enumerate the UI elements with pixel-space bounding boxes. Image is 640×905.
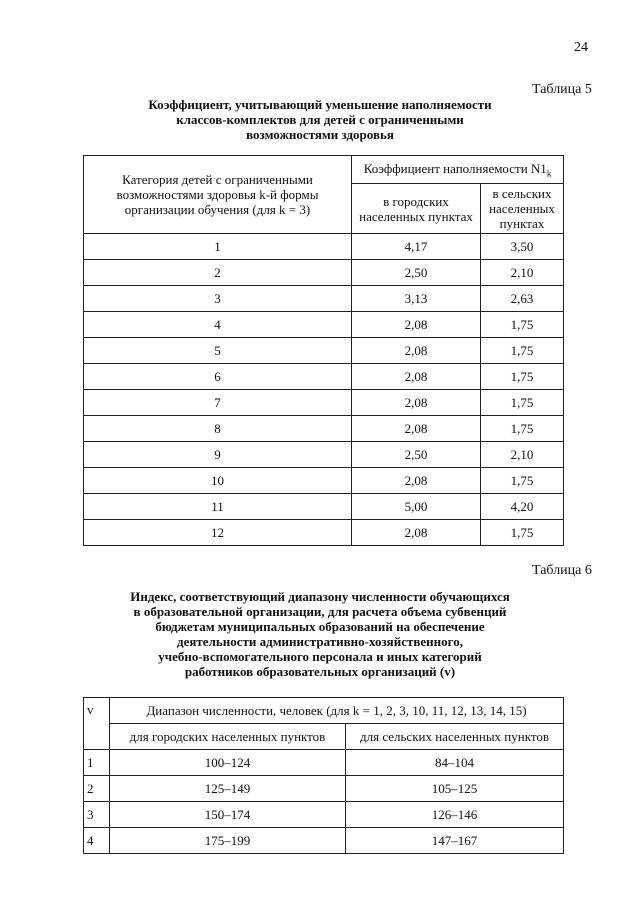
table5-cell-k: 10 [84,468,352,494]
table6-cell-v: 4 [84,828,110,854]
table5-cell-k: 4 [84,312,352,338]
table5-row [84,312,564,338]
table6-cell-urban: 175–199 [110,828,346,854]
table6 [83,697,564,854]
table6-header-urban: для городских населенных пунктов [110,724,346,750]
table5-row [84,442,564,468]
table6-header-range: Диапазон численности, человек (для k = 1, 2, 3, 10, 11, 12, 13, 14, 15) [110,698,564,724]
table5-cell-urban: 2,08 [352,520,481,546]
table5-header-rural: в сельских населенных пунктах [481,184,564,234]
table5-title [120,97,520,142]
table6-row [84,802,564,828]
table6-cell-rural: 84–104 [346,750,564,776]
table5-row [84,234,564,260]
table6-cell-rural: 105–125 [346,776,564,802]
table5-cell-rural: 1,75 [481,364,564,390]
table5-row [84,260,564,286]
table6-title-line: работников образовательных организаций (v) [184,664,456,679]
table5-header-category: Категория детей с ограниченными возможностями здоровья k-й формы организации обучения (для k = 3) [84,156,352,234]
table6-cell-v: 3 [84,802,110,828]
table5-cell-urban: 2,08 [352,390,481,416]
table5-label: Таблица 5 [532,82,592,97]
table6-title-line: в образовательной организации, для расчета объема субвенций [133,604,507,619]
table6-cell-v: 1 [84,750,110,776]
page-number: 24 [574,40,588,55]
table5-cell-rural: 1,75 [481,312,564,338]
table5-cell-rural: 1,75 [481,520,564,546]
table5-cell-urban: 4,17 [352,234,481,260]
table5-cell-k: 9 [84,442,352,468]
table5-header-coef-text: Коэффициент наполняемости N1 [363,160,547,176]
table6-header-rural: для сельских населенных пунктов [346,724,564,750]
table6-header-v: v [84,698,110,750]
table5-cell-k: 1 [84,234,352,260]
table5-cell-rural: 2,63 [481,286,564,312]
table5-cell-k: 7 [84,390,352,416]
table5-row [84,468,564,494]
table5-cell-k: 11 [84,494,352,520]
table5-cell-k: 6 [84,364,352,390]
table6-row [84,828,564,854]
table5-row [84,286,564,312]
table5-header-coef [352,156,564,184]
table5-cell-urban: 2,08 [352,312,481,338]
table5-cell-urban: 2,08 [352,468,481,494]
table6-title [120,589,520,679]
table6-cell-rural: 147–167 [346,828,564,854]
table5-header-coef-sub: k [546,168,552,179]
table6-cell-rural: 126–146 [346,802,564,828]
table5-cell-k: 2 [84,260,352,286]
table6-cell-urban: 100–124 [110,750,346,776]
table5-header-urban: в городских населенных пунктах [352,184,481,234]
table5-cell-urban: 2,50 [352,442,481,468]
table5-cell-urban: 2,08 [352,416,481,442]
table6-title-line: деятельности административно-хозяйственного, [177,634,463,649]
table5-cell-rural: 1,75 [481,416,564,442]
table5-cell-urban: 2,50 [352,260,481,286]
table5-cell-urban: 2,08 [352,338,481,364]
table5-row [84,390,564,416]
table5-cell-rural: 1,75 [481,338,564,364]
table5-title-line: возможностями здоровья [246,127,394,142]
table6-label: Таблица 6 [532,563,592,578]
table5-row [84,520,564,546]
table5 [83,155,564,546]
table5-row [84,494,564,520]
table5-cell-rural: 1,75 [481,390,564,416]
table5-cell-urban: 5,00 [352,494,481,520]
table6-row [84,776,564,802]
table5-cell-k: 3 [84,286,352,312]
table5-title-line: Коэффициент, учитывающий уменьшение наполняемости [148,97,492,112]
table5-cell-rural: 3,50 [481,234,564,260]
table5-row [84,364,564,390]
table6-title-line: бюджетам муниципальных образований на обеспечение [155,619,485,634]
table5-cell-urban: 2,08 [352,364,481,390]
table6-cell-v: 2 [84,776,110,802]
table5-cell-rural: 1,75 [481,468,564,494]
table6-cell-urban: 150–174 [110,802,346,828]
table6-row [84,750,564,776]
table5-row [84,416,564,442]
table6-title-line: Индекс, соответствующий диапазону численности обучающихся [130,589,510,604]
table6-title-line: учебно-вспомогательного персонала и иных категорий [158,649,482,664]
table5-cell-k: 8 [84,416,352,442]
table5-cell-k: 12 [84,520,352,546]
table5-cell-rural: 2,10 [481,442,564,468]
table5-cell-rural: 2,10 [481,260,564,286]
table5-cell-rural: 4,20 [481,494,564,520]
table5-title-line: классов-комплектов для детей с ограниченными [176,112,464,127]
table5-row [84,338,564,364]
table5-cell-urban: 3,13 [352,286,481,312]
table6-cell-urban: 125–149 [110,776,346,802]
table5-cell-k: 5 [84,338,352,364]
